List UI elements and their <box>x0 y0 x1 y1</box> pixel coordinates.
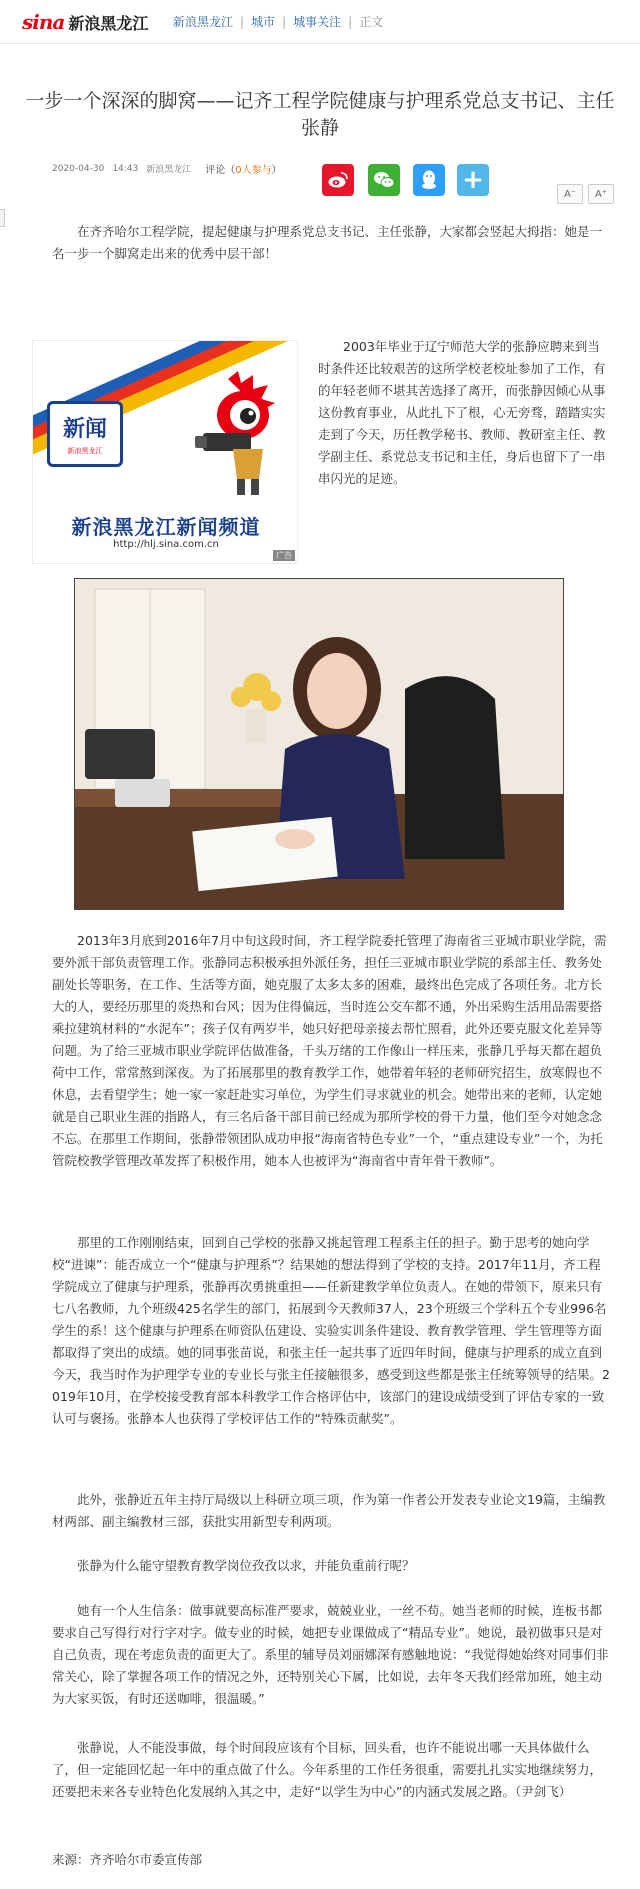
side-tab[interactable] <box>0 209 5 227</box>
sina-logo[interactable] <box>22 8 148 36</box>
article-photo <box>74 578 564 910</box>
comment-link[interactable]: 评论（0人参与） <box>205 165 282 176</box>
article-paragraph: 2003年毕业于辽宁师范大学的张静应聘来到当时条件还比较艰苦的这所学校老校址参加了工作，有的年轻老师不堪其苦选择了离开，而张静因倾心从事这份教育事业，从此扎下了根，心无旁骛，踏踏实实走到了今天，历任教学秘书、教师、教研室主任、教学副主任、系党总支书记和主任，身后也留下了一串串闪光的足迹。 <box>318 339 606 486</box>
breadcrumb-link-city-focus[interactable]: 城事关注 <box>293 15 342 29</box>
share-more-button[interactable] <box>457 164 489 196</box>
breadcrumb <box>173 13 383 30</box>
article-source-line: 来源：齐齐哈尔市委宣传部 <box>52 1852 203 1867</box>
wechat-icon <box>373 170 395 190</box>
publish-time: 14:43 <box>112 163 139 174</box>
article-paragraph: 那里的工作刚刚结束，回到自己学校的张静又挑起管理工程系主任的担子。勤于思考的她向学校“进谏”：能否成立一个“健康与护理系”？结果她的想法得到了学校的支持。2017年11月，齐工程学院成立了健康与护理系，张静再次勇挑重担——任新建教学单位负责人。在她的带领下，原来只有七八名教师，九个班级425名学生的部门，拓展到今天教师37人，23个班级三个学科五个专业996名学生的系！这个健康与护理系在师资队伍建设、实验实训条件建设、教育教学管理、学生管理等方面都取得了突出的成绩。她的同事张苗说，和张主任一起共事了近四年时间，健康与护理系的成立直到今天，我当时作为护理学专业的专业长与张主任接触很多，感受到这些都是张主任统筹领导的结果。2019年10月，在学校接受教育部本科教学工作合格评估中，该部门的建设成绩受到了评估专家的一致认可与褒扬。张静本人也获得了学校评估工作的“特殊贡献奖”。 <box>52 1235 610 1426</box>
comment-label: 评论 <box>205 165 226 176</box>
top-bar <box>0 0 640 44</box>
article-paragraph: 张静说，人不能没事做，每个时间段应该有个目标，回头看，也许不能说出哪一天具体做什么了，但一定能回忆起一年中的重点做了什么。今年系里的工作任务很重，需要扎扎实实地继续努力，还要把未来各专业特色化发展纳入其之中，走好“以学生为中心”的内涵式发展之路。（尹剑飞） <box>52 1740 603 1799</box>
article-source[interactable]: 新浪黑龙江 <box>146 165 192 175</box>
breadcrumb-separator: | <box>240 14 245 29</box>
font-smaller-button[interactable]: A⁻ <box>557 184 583 204</box>
sina-eye-mascot-icon <box>193 371 283 501</box>
page-title: 一步一个深深的脚窝——记齐工程学院健康与护理系党总支书记、主任张静 <box>25 90 615 139</box>
portrait-image <box>75 579 564 910</box>
banner-channel-title: 新浪黑龙江新闻频道 <box>71 515 261 539</box>
breadcrumb-link-city[interactable]: 城市 <box>251 15 276 29</box>
share-wechat-button[interactable] <box>368 164 400 196</box>
breadcrumb-link-home[interactable]: 新浪黑龙江 <box>173 15 234 29</box>
news-badge-sub: 新浪黑龙江 <box>67 447 103 455</box>
share-qq-button[interactable] <box>413 164 445 196</box>
logo-brand: sina <box>22 10 65 34</box>
breadcrumb-separator: | <box>282 14 287 29</box>
article-paragraph: 她有一个人生信条：做事就要高标准严要求，兢兢业业，一丝不苟。她当老师的时候，连板书都要求自己写得行对行字对字。做专业的时候，她把专业课做成了“精品专业”。她说，最初做事只是对自己负责，现在考虑负责的面更大了。系里的辅导员刘丽娜深有感触地说：“我觉得她始终对同事们非常关心，除了掌握各项工作的情况之外，还特别关心下属，比如说，去年冬天我们经常加班，她主动为大家买饭，有时还送咖啡，很温暖。” <box>52 1603 609 1706</box>
news-badge <box>47 401 123 467</box>
font-larger-button[interactable]: A⁺ <box>588 184 614 204</box>
logo-channel: 新浪黑龙江 <box>68 13 149 33</box>
qq-icon <box>420 169 438 191</box>
breadcrumb-separator: | <box>348 14 353 29</box>
share-weibo-button[interactable] <box>322 164 354 196</box>
ad-tag: 广告 <box>273 550 295 561</box>
publish-date: 2020-04-30 <box>52 163 105 174</box>
article-paragraph: 张静为什么能守望教育教学岗位孜孜以求，并能负重前行呢？ <box>77 1558 415 1573</box>
weibo-icon <box>327 171 349 189</box>
article-paragraph: 在齐齐哈尔工程学院，提起健康与护理系党总支书记、主任张静，大家都会竖起大拇指：她是一名一步一个脚窝走出来的优秀中层干部！ <box>52 224 603 261</box>
article-meta <box>52 161 282 176</box>
article-paragraph: 此外，张静近五年主持厅局级以上科研立项三项，作为第一作者公开发表专业论文19篇，主编教材两部、副主编教材三部，获批实用新型专利两项。 <box>52 1492 606 1529</box>
plus-icon: + <box>462 165 484 195</box>
news-badge-word: 新闻 <box>62 417 107 442</box>
article-paragraph: 2013年3月底到2016年7月中旬这段时间，齐工程学院委托管理了海南省三亚城市职业学院，需要外派干部负责管理工作。张静同志积极承担外派任务，担任三亚城市职业学院的系部主任、教务处副处长等职务，在工作、生活等方面，她克服了太多太多的困难，最终出色完成了各项任务。北方长大的人，要经历那里的炎热和台风；因为住得偏远，当时连公交车都不通，外出采购生活用品需要搭乘拉建筑材料的“水泥车”；孩子仅有两岁半，她只好把母亲接去帮忙照看，此外还要克服文化差异等问题。为了给三亚城市职业学院评估做准备，千头万绪的工作像山一样压来，张静几乎每天都在超负荷中工作，常常熬到深夜。为了拓展那里的教育教学工作，她带着年轻的老师研究招生，放寒假也不休息，去看望学生；她一家一家赶赴实习单位，为学生们寻求就业的机会。她带出来的老师，认定她就是自己职业生涯的指路人，有三名后备干部目前已经成为那所学校的骨干力量，他们至今对她念念不忘。在那里工作期间，张静带领团队成功申报“海南省特色专业”一个，“重点建设专业”一个，为托管院校教学管理改革发挥了积极作用，她本人也被评为“海南省中青年骨干教师”。 <box>52 933 607 1168</box>
banner-ad[interactable] <box>32 340 298 564</box>
breadcrumb-current: 正文 <box>359 15 384 29</box>
banner-url: http://hlj.sina.com.cn <box>113 539 219 550</box>
comment-count: 0人参与 <box>235 165 272 176</box>
